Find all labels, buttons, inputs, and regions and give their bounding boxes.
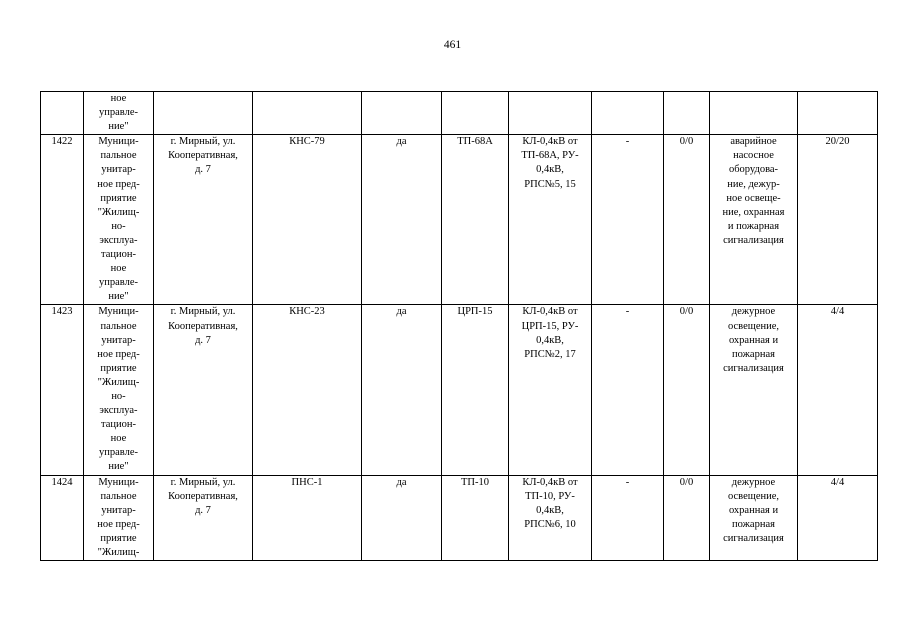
- cell-text-line: ние": [108, 291, 129, 303]
- cell-ratio: 0/0: [664, 305, 710, 475]
- cell-text-line: Муници-: [98, 476, 139, 488]
- table-row: [41, 475, 878, 561]
- cell-text-line: ние": [108, 461, 129, 473]
- cell-object: ПНС-1: [253, 475, 362, 561]
- cell-text-line: РПС№2, 17: [524, 348, 576, 360]
- cell-text-line: пальное: [100, 150, 137, 162]
- cell-text-line: дежурное: [731, 306, 776, 318]
- cell-record-number: 1422: [41, 135, 84, 305]
- cell-text-line: г. Мирный, ул.: [170, 476, 236, 488]
- cell-power: 4/4: [798, 305, 878, 475]
- cell-source: [442, 92, 509, 135]
- cell-object: [253, 92, 362, 135]
- cell-text-line: управле-: [99, 107, 138, 119]
- cell-text-line: ное: [110, 263, 127, 275]
- cell-text-line: ЦРП-15, РУ-: [521, 320, 579, 332]
- cell-text-line: тацион-: [101, 419, 136, 431]
- cell-power: 20/20: [798, 135, 878, 305]
- page-number: 461: [443, 39, 462, 51]
- cell-text-line: сигнализация: [723, 362, 784, 374]
- cell-flag: да: [362, 135, 442, 305]
- cell-record-number: 1423: [41, 305, 84, 475]
- cell-power: 4/4: [798, 475, 878, 561]
- cell-text-line: КЛ-0,4кВ от: [522, 306, 578, 318]
- cell-owner: [84, 92, 154, 135]
- cell-object: КНС-79: [253, 135, 362, 305]
- cell-text-line: приятие: [100, 532, 137, 544]
- table-row: [41, 305, 878, 475]
- cell-text-line: эксплуа-: [99, 234, 138, 246]
- cell-text-line: КЛ-0,4кВ от: [522, 136, 578, 148]
- cell-purpose: [710, 305, 798, 475]
- cell-purpose: [710, 475, 798, 561]
- cell-text-line: аварийное: [730, 136, 777, 148]
- cell-text-line: эксплуа-: [99, 405, 138, 417]
- cell-text-line: г. Мирный, ул.: [170, 136, 236, 148]
- cell-text-line: Кооперативная,: [168, 150, 238, 162]
- cell-dash: -: [592, 305, 664, 475]
- cell-text-line: тацион-: [101, 249, 136, 261]
- cell-text-line: приятие: [100, 192, 137, 204]
- cell-text-line: д. 7: [195, 504, 211, 516]
- cell-text-line: ное: [110, 93, 127, 104]
- cell-owner: [84, 135, 154, 305]
- cell-text-line: унитар-: [101, 334, 136, 346]
- cell-text-line: управле-: [99, 277, 138, 289]
- cell-text-line: охранная и: [728, 504, 779, 516]
- cell-purpose: [710, 92, 798, 135]
- cell-text-line: охранная и: [728, 334, 779, 346]
- cell-text-line: ние, дежур-: [727, 178, 780, 190]
- cell-source: ТП-10: [442, 475, 509, 561]
- cell-text-line: "Жилищ-: [97, 547, 140, 558]
- cell-text-line: и пожарная: [727, 220, 780, 232]
- cell-text-line: пожарная: [732, 348, 775, 360]
- cell-text-line: г. Мирный, ул.: [170, 306, 236, 318]
- cell-text-line: 0,4кВ,: [536, 334, 564, 346]
- cell-record-number: [41, 92, 84, 135]
- cell-text-line: КЛ-0,4кВ от: [522, 476, 578, 488]
- table-body: [41, 92, 878, 561]
- cell-ratio: 0/0: [664, 475, 710, 561]
- cell-supply-line: [509, 135, 592, 305]
- cell-supply-line: [509, 305, 592, 475]
- cell-text-line: "Жилищ-: [97, 376, 140, 388]
- cell-text-line: но-: [111, 390, 126, 402]
- cell-text-line: пальное: [100, 320, 137, 332]
- cell-text-line: сигнализация: [723, 532, 784, 544]
- cell-supply-line: [509, 92, 592, 135]
- cell-flag: да: [362, 475, 442, 561]
- cell-text-line: управле-: [99, 447, 138, 459]
- cell-dash: [592, 92, 664, 135]
- cell-address: [154, 475, 253, 561]
- cell-text-line: ное пред-: [97, 348, 140, 360]
- cell-object: КНС-23: [253, 305, 362, 475]
- cell-power: [798, 92, 878, 135]
- cell-owner: [84, 475, 154, 561]
- cell-text-line: пальное: [100, 490, 137, 502]
- cell-record-number: 1424: [41, 475, 84, 561]
- cell-text-line: РПС№5, 15: [524, 178, 576, 190]
- cell-source: ТП-68А: [442, 135, 509, 305]
- cell-text-line: но-: [111, 220, 126, 232]
- cell-dash: -: [592, 135, 664, 305]
- cell-text-line: ТП-68А, РУ-: [521, 150, 579, 162]
- table-row: [41, 92, 878, 135]
- cell-address: [154, 135, 253, 305]
- cell-text-line: ние": [108, 121, 129, 133]
- cell-text-line: Кооперативная,: [168, 320, 238, 332]
- cell-text-line: ное пред-: [97, 518, 140, 530]
- cell-text-line: унитар-: [101, 504, 136, 516]
- cell-text-line: д. 7: [195, 334, 211, 346]
- cell-flag: да: [362, 305, 442, 475]
- cell-text-line: Муници-: [98, 306, 139, 318]
- cell-source: ЦРП-15: [442, 305, 509, 475]
- cell-flag: [362, 92, 442, 135]
- cell-ratio: [664, 92, 710, 135]
- cell-address: [154, 92, 253, 135]
- cell-owner: [84, 305, 154, 475]
- cell-text-line: пожарная: [732, 518, 775, 530]
- cell-text-line: сигнализация: [723, 234, 784, 246]
- cell-text-line: ТП-10, РУ-: [525, 490, 575, 502]
- cell-dash: -: [592, 475, 664, 561]
- cell-text-line: Муници-: [98, 136, 139, 148]
- cell-text-line: насосное: [733, 150, 774, 162]
- cell-text-line: Кооперативная,: [168, 490, 238, 502]
- table-row: [41, 135, 878, 305]
- cell-supply-line: [509, 475, 592, 561]
- cell-text-line: освещение,: [728, 320, 779, 332]
- cell-ratio: 0/0: [664, 135, 710, 305]
- cell-text-line: ное освеще-: [726, 192, 781, 204]
- cell-text-line: дежурное: [731, 476, 776, 488]
- cell-text-line: ное пред-: [97, 178, 140, 190]
- data-table: [40, 91, 878, 561]
- cell-text-line: освещение,: [728, 490, 779, 502]
- cell-text-line: приятие: [100, 362, 137, 374]
- cell-text-line: 0,4кВ,: [536, 504, 564, 516]
- cell-text-line: унитар-: [101, 164, 136, 176]
- cell-text-line: 0,4кВ,: [536, 164, 564, 176]
- cell-text-line: ное: [110, 433, 127, 445]
- cell-text-line: ние, охранная: [722, 206, 785, 218]
- cell-address: [154, 305, 253, 475]
- cell-text-line: "Жилищ-: [97, 206, 140, 218]
- cell-purpose: [710, 135, 798, 305]
- cell-text-line: оборудова-: [728, 164, 779, 176]
- cell-text-line: д. 7: [195, 164, 211, 176]
- cell-text-line: РПС№6, 10: [524, 518, 576, 530]
